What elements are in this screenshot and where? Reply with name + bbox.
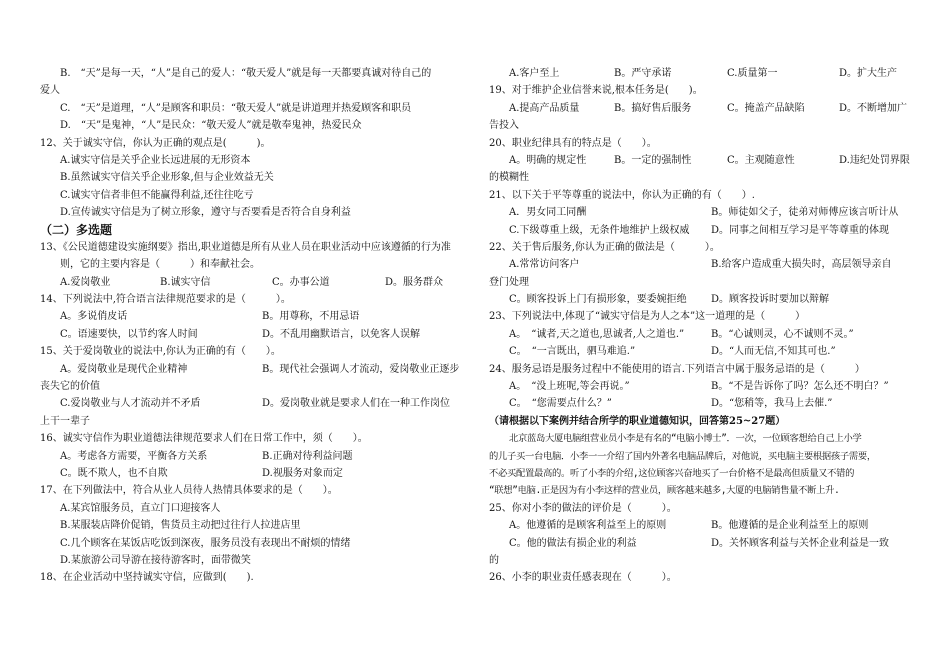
text-line <box>40 204 470 221</box>
text-line <box>40 222 470 239</box>
text-segment: D.宣传诚实守信是为了树立形象，遵守与否要看是否符合自身利益 <box>60 207 351 219</box>
text-line <box>489 82 917 99</box>
text-segment: D。“您稍等，我马上去催.” <box>711 398 833 410</box>
text-line <box>40 378 470 395</box>
text-segment: A.提高产品质量 <box>509 102 580 114</box>
text-segment: B.诚实守信 <box>160 276 211 288</box>
text-segment: 15、关于爱岗敬业的说法中,你认为正确的有（ ）。 <box>40 346 281 358</box>
text-line <box>489 117 917 134</box>
text-line <box>40 187 470 204</box>
text-line <box>40 100 470 117</box>
text-segment: 19、对于维护企业信誉来说,根本任务是( )。 <box>489 85 703 97</box>
text-line <box>40 152 470 169</box>
text-line <box>489 361 917 378</box>
text-segment: C。既不欺人，也不自欺 <box>60 467 168 479</box>
text-segment: D.违纪处罚界限 <box>839 154 910 166</box>
text-segment: B.正确对待利益问题 <box>262 450 353 462</box>
text-segment: C。语速要快，以节约客人时间 <box>60 328 198 340</box>
text-segment: C。办事公道 <box>272 276 330 288</box>
text-segment: （二）多选题 <box>40 222 113 237</box>
text-segment: 不必买配置最高的。听了小李的介绍,这位顾客兴奋地买了一台价格不是最高但质量又不错的 <box>489 467 855 479</box>
text-line <box>40 535 470 552</box>
text-line <box>489 169 917 186</box>
text-segment: B.给客户造成重大损失时，高层领导亲自 <box>711 259 892 271</box>
text-segment: D。顾客投诉时要加以辩解 <box>711 294 830 306</box>
text-line <box>489 239 917 256</box>
text-segment: C。顾客投诉上门有损形象，要委婉拒绝 <box>509 294 687 306</box>
right-column <box>489 65 917 587</box>
text-segment: A。 “诚者,天之道也,思诚者,人之道也.” <box>509 328 685 340</box>
text-line <box>489 535 917 552</box>
text-segment: 的儿子买一台电脑．小李一一介绍了国内外著名电脑品牌后，对他说，买电脑主要根据孩子需要， <box>489 450 876 462</box>
text-segment: A。他遵循的是顾客利益至上的原则 <box>509 520 667 532</box>
text-segment: B。“不是告诉你了吗？怎么还不明白？” <box>711 381 889 393</box>
text-segment: B。搞好售后服务 <box>614 102 692 114</box>
text-segment: A.常常访问客户 <box>509 259 580 271</box>
text-segment: C.下级尊重上级，无条件地维护上级权威 <box>509 224 690 236</box>
text-segment: C.几个顾客在某饭店吃饭到深夜，服务员没有表现出不耐烦的情绪 <box>60 537 351 549</box>
text-segment: 北京蓝岛大厦电脑组营业员小李是有名的“电脑小博士”．一次，一位顾客想给自己上小学 <box>509 433 862 445</box>
text-segment: 12、关于诚实守信，你认为正确的观点是( )。 <box>40 137 271 149</box>
text-line <box>489 482 917 499</box>
text-segment: A.爱岗敬业 <box>60 276 111 288</box>
text-segment: A.客户至上 <box>509 68 560 79</box>
text-line <box>40 343 470 360</box>
text-line <box>40 239 470 256</box>
text-segment: 爱人 <box>40 85 60 97</box>
text-line <box>489 135 917 152</box>
text-line <box>489 413 917 430</box>
text-line <box>40 517 470 534</box>
text-line <box>489 308 917 325</box>
text-line <box>489 256 917 273</box>
text-line <box>489 500 917 517</box>
text-segment: C.质量第一 <box>727 68 778 79</box>
text-segment: D。关怀顾客利益与关怀企业利益是一致 <box>711 537 890 549</box>
text-segment: C.诚实守信者非但不能赢得利益,还往往吃亏 <box>60 189 254 201</box>
text-segment: 26、小李的职业责任感表现在（ ）。 <box>489 572 677 584</box>
text-segment: D。不断增加广 <box>839 102 908 114</box>
text-line <box>489 291 917 308</box>
text-segment: A。爱岗敬业是现代企业精神 <box>60 363 188 375</box>
text-line <box>40 117 470 134</box>
text-line <box>40 169 470 186</box>
text-segment: B。严守承诺 <box>614 68 672 79</box>
text-segment: “联想”电脑.正是因为有小李这样的营业员，顾客越来越多,大厦的电脑销售量不断上升. <box>489 485 840 497</box>
text-line <box>40 135 470 152</box>
text-line <box>40 500 470 517</box>
text-segment: A．男女同工同酬 <box>509 207 587 219</box>
text-segment: D。扩大生产 <box>839 68 898 79</box>
text-segment: D.视服务对象而定 <box>262 467 343 479</box>
text-line <box>489 552 917 569</box>
text-line <box>40 430 470 447</box>
text-segment: 上干一辈子 <box>40 415 90 427</box>
text-segment: A.某宾馆服务员，直立门口迎接客人 <box>60 502 221 514</box>
text-segment: D。“人而无信,不知其可也.” <box>711 346 836 358</box>
text-line <box>489 152 917 169</box>
text-line <box>40 274 470 291</box>
text-line <box>489 326 917 343</box>
text-segment: 25、你对小李的做法的评价是（ ）。 <box>489 502 677 514</box>
text-line <box>40 308 470 325</box>
text-segment: D。不乱用幽默语言，以免客人误解 <box>262 328 421 340</box>
text-segment: A。明确的规定性 <box>509 154 587 166</box>
text-segment: 丧失它的价值 <box>40 381 100 393</box>
text-segment: D。爱岗敬业就是要求人们在一种工作岗位 <box>262 398 451 410</box>
text-line <box>489 65 917 82</box>
text-line <box>40 361 470 378</box>
text-line <box>489 222 917 239</box>
text-line <box>40 65 470 82</box>
text-segment: A。 “没上班呢,等会再说。” <box>509 381 630 393</box>
text-line <box>40 465 470 482</box>
text-segment: C.爱岗敬业与人才流动并不矛盾 <box>60 398 201 410</box>
text-segment: A。多说俏皮话 <box>60 311 128 323</box>
text-segment: B。他遵循的是企业利益至上的原则 <box>711 520 869 532</box>
text-line <box>489 343 917 360</box>
text-line <box>40 482 470 499</box>
text-line <box>40 291 470 308</box>
text-segment: C。掩盖产品缺陷 <box>727 102 805 114</box>
text-segment: C。主观随意性 <box>727 154 795 166</box>
text-line <box>489 465 917 482</box>
text-line <box>489 274 917 291</box>
text-line <box>40 326 470 343</box>
text-line <box>40 448 470 465</box>
text-segment: 16、诚实守信作为职业道德法律规范要求人们在日常工作中，须（ ）。 <box>40 433 368 445</box>
text-segment: B。用尊称，不用忌语 <box>262 311 360 323</box>
text-segment: D。服务群众 <box>385 276 444 288</box>
text-segment: 23、下列说法中,体现了“诚实守信是为人之本”这一道理的是（ ） <box>489 311 806 323</box>
text-segment: B.虽然诚实守信关乎企业形象,但与企业效益无关 <box>60 172 274 184</box>
text-line <box>489 395 917 412</box>
text-segment: D.某旅游公司导游在接待游客时，面带微笑 <box>60 554 251 566</box>
text-line <box>40 256 470 273</box>
text-segment: 告投入 <box>489 120 519 132</box>
text-segment: 登门处理 <box>489 276 529 288</box>
text-line <box>489 204 917 221</box>
text-segment: A。考虑各方需要，平衡各方关系 <box>60 450 208 462</box>
text-line <box>489 569 917 586</box>
text-segment: 22、关于售后服务,你认为正确的做法是（ ）。 <box>489 241 720 253</box>
text-segment: 的 <box>489 554 499 566</box>
text-line <box>40 569 470 586</box>
text-segment: 则，它的主要内容是（ ）和奉献社会。 <box>60 259 260 271</box>
text-segment: D。同事之间相互学习是平等尊重的体现 <box>711 224 890 236</box>
text-segment: 24、服务忌语是服务过程中不能使用的语言.下列语言中属于服务忌语的是（ ） <box>489 363 865 375</box>
text-segment: 14、下列说法中,符合语言法律规范要求的是（ ）。 <box>40 294 291 306</box>
text-segment: B. “天”是每一天，“人”是自己的爱人：“敬天爱人”就是每一天都要真诚对待自己的 <box>60 68 432 79</box>
text-segment: 20、职业纪律具有的特点是（ ）。 <box>489 137 657 149</box>
text-segment: B。师徒如父子，徒弟对师傅应该言听计从 <box>711 207 899 219</box>
text-line <box>489 187 917 204</box>
left-column <box>40 65 470 587</box>
text-segment: C。他的做法有损企业的利益 <box>509 537 637 549</box>
text-segment: 21、以下关于平等尊重的说法中，你认为正确的有（ ）. <box>489 189 755 201</box>
text-line <box>40 552 470 569</box>
text-line <box>489 100 917 117</box>
text-line <box>40 413 470 430</box>
text-segment: 18、在企业活动中坚持诚实守信，应做到( ). <box>40 572 254 584</box>
text-line <box>489 430 917 447</box>
text-line <box>489 378 917 395</box>
text-segment: B。一定的强制性 <box>614 154 692 166</box>
text-segment: 的模糊性 <box>489 172 529 184</box>
text-segment: B。现代社会强调人才流动，爱岗敬业正逐步 <box>262 363 460 375</box>
text-segment: D. “天”是鬼神，“人”是民众：“敬天爱人”就是敬奉鬼神，热爱民众 <box>60 120 362 132</box>
text-segment: C。 “一言既出，驷马难追.” <box>509 346 636 358</box>
text-segment: 17、在下列做法中，符合从业人员待人热情具体要求的是（ ）。 <box>40 485 338 497</box>
text-segment: （请根据以下案例并结合所学的职业道德知识，回答第25~27题） <box>489 415 786 427</box>
text-segment: B。“心诚则灵，心不诚则不灵。” <box>711 328 854 340</box>
text-line <box>489 448 917 465</box>
text-segment: C。 “您需要点什么？” <box>509 398 612 410</box>
text-line <box>40 82 470 99</box>
text-line <box>489 517 917 534</box>
text-segment: B.某服装店降价促销，售货员主动把过往行人拉进店里 <box>60 520 301 532</box>
text-segment: A.诚实守信是关乎企业长远进展的无形资本 <box>60 154 251 166</box>
text-line <box>40 395 470 412</box>
text-segment: 13、《公民道德建设实施纲要》指出,职业道德是所有从业人员在职业活动中应该遵循的行为准 <box>40 241 451 253</box>
text-segment: C. “天”是道理，“人”是顾客和职员：“敬天爱人”就是讲道理并热爱顾客和职员 <box>60 102 412 114</box>
